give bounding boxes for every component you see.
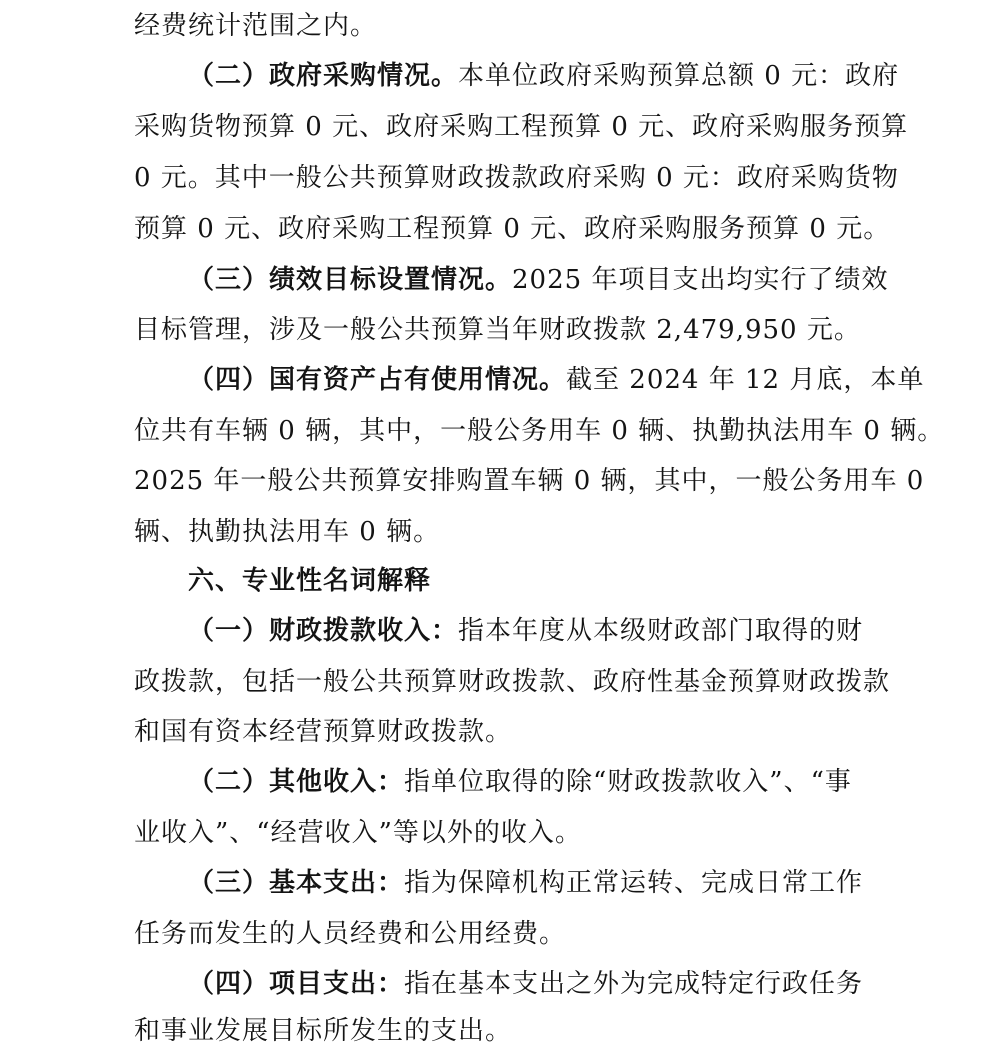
paragraph-performance-line-1 bbox=[188, 256, 894, 304]
text-line: 目标管理，涉及一般公共预算当年财政拨款 2,479,950 元。 bbox=[134, 315, 861, 345]
text-line: 预算 0 元、政府采购工程预算 0 元、政府采购服务预算 0 元。 bbox=[134, 214, 891, 244]
paragraph-basic-expense-line-1 bbox=[188, 859, 894, 907]
paragraph-lead: （四）国有资产占有使用情况。 bbox=[188, 365, 567, 395]
text-span: 2025 年项目支出均实行了绩效 bbox=[512, 265, 889, 295]
paragraph-fiscal-income-line-1 bbox=[188, 607, 894, 655]
paragraph-lead: （三）基本支出： bbox=[188, 868, 405, 898]
text-span: 指为保障机构正常运转、完成日常工作 bbox=[404, 868, 864, 898]
text-span: 指本年度从本级财政部门取得的财 bbox=[458, 616, 864, 646]
text-line: 2025 年一般公共预算安排购置车辆 0 辆，其中，一般公务用车 0 bbox=[134, 466, 925, 496]
text-line: 位共有车辆 0 辆，其中，一般公务用车 0 辆、执勤执法用车 0 辆。 bbox=[134, 416, 945, 446]
text-line: 辆、执勤执法用车 0 辆。 bbox=[134, 517, 441, 547]
text-line: 业收入”、“经营收入”等以外的收入。 bbox=[134, 818, 582, 848]
text-span: 指单位取得的除“财政拨款收入”、“事 bbox=[404, 767, 852, 797]
text-line: 和事业发展目标所发生的支出。 bbox=[134, 1016, 513, 1046]
text-span: 本单位政府采购预算总额 0 元：政府 bbox=[458, 61, 900, 91]
text-span: 截至 2024 年 12 月底，本单 bbox=[566, 365, 925, 395]
text-line: 采购货物预算 0 元、政府采购工程预算 0 元、政府采购服务预算 bbox=[134, 112, 909, 142]
paragraph-project-expense-line-1 bbox=[188, 960, 894, 1008]
text-span: 指在基本支出之外为完成特定行政任务 bbox=[404, 969, 864, 999]
paragraph-lead: （三）绩效目标设置情况。 bbox=[188, 265, 513, 295]
paragraph-lead: （四）项目支出： bbox=[188, 969, 405, 999]
paragraph-procurement-line-1 bbox=[188, 52, 900, 100]
text-line: 任务而发生的人员经费和公用经费。 bbox=[134, 919, 567, 949]
text-line: 0 元。其中一般公共预算财政拨款政府采购 0 元：政府采购货物 bbox=[134, 163, 899, 193]
paragraph-assets-line-1 bbox=[188, 356, 925, 404]
paragraph-lead: （二）政府采购情况。 bbox=[188, 61, 459, 91]
paragraph-other-income-line-1 bbox=[188, 758, 894, 806]
text-line: 政拨款，包括一般公共预算财政拨款、政府性基金预算财政拨款 bbox=[134, 667, 891, 697]
section-heading: 六、专业性名词解释 bbox=[188, 566, 432, 596]
text-line: 和国有资本经营预算财政拨款。 bbox=[134, 717, 513, 747]
text-line: 经费统计范围之内。 bbox=[134, 11, 378, 41]
paragraph-lead: （二）其他收入： bbox=[188, 767, 405, 797]
paragraph-lead: （一）财政拨款收入： bbox=[188, 616, 459, 646]
